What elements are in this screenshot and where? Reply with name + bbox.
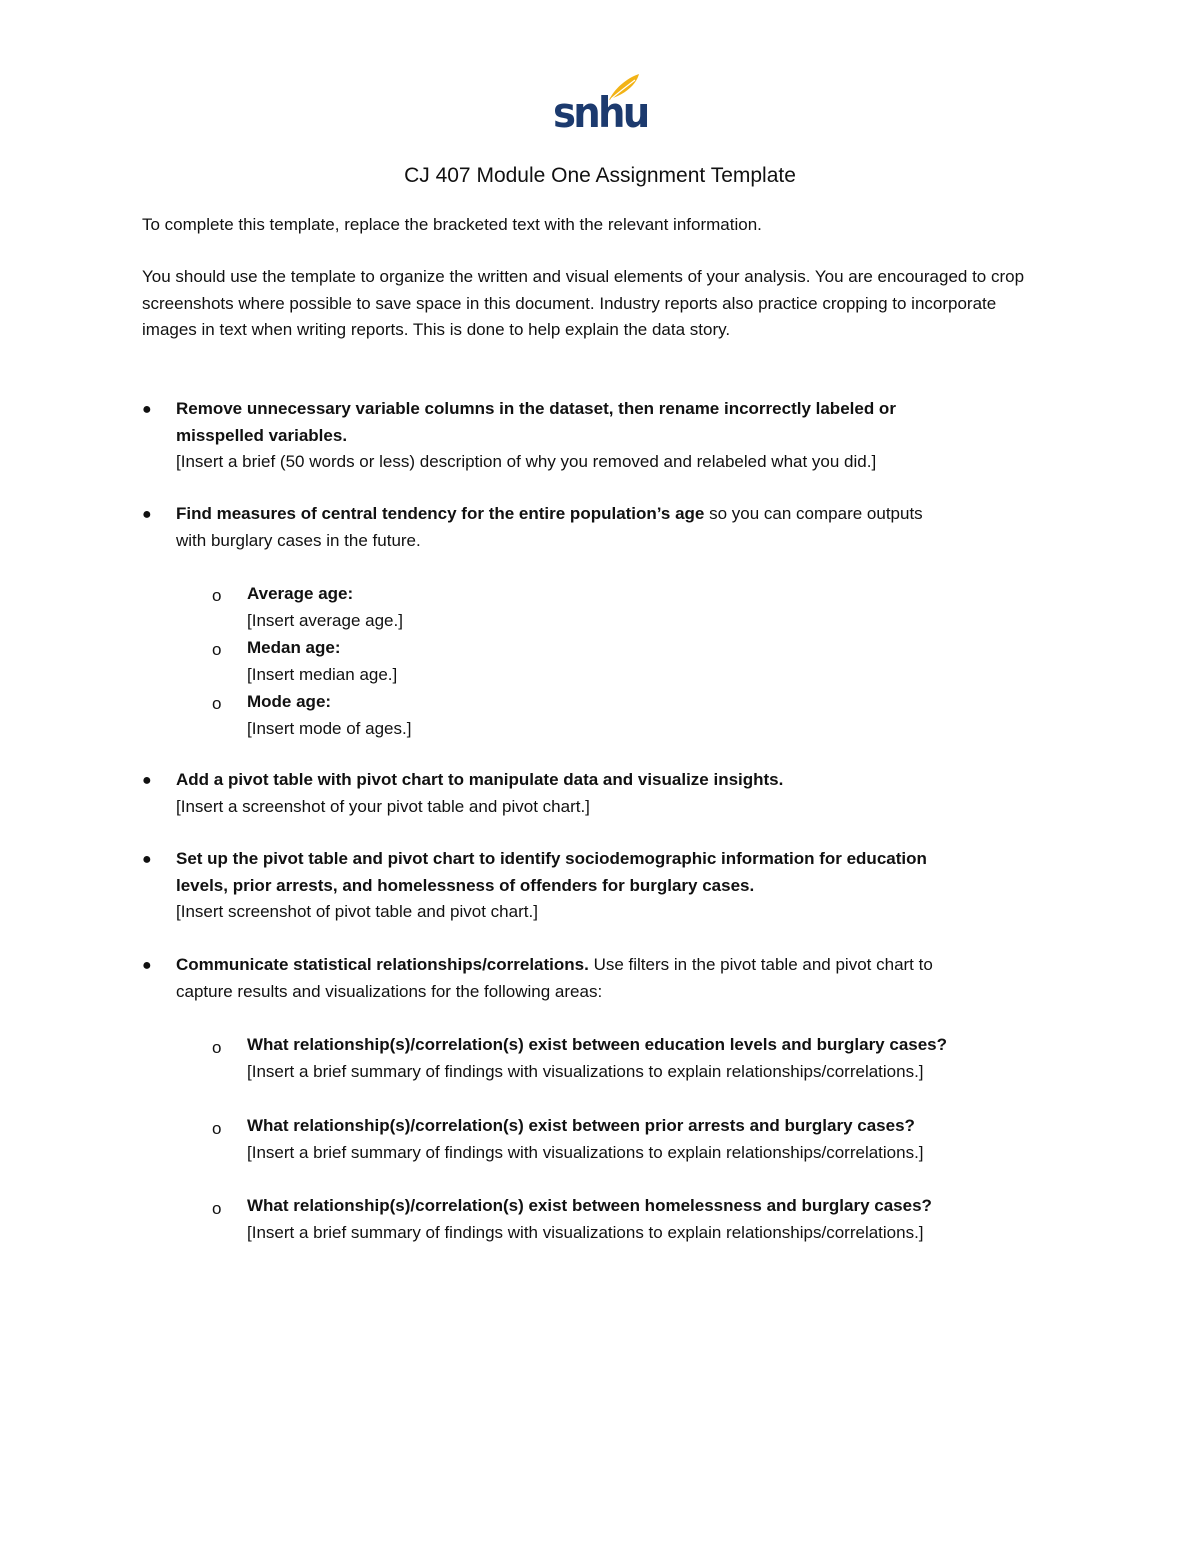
item-label: Medan age: [247,638,341,657]
section-heading-line2: with burglary cases in the future. [176,530,421,550]
item-placeholder: [Insert a brief summary of findings with visualizations to explain relationships/correlations.] [247,1062,924,1081]
snhu-logo [553,72,648,138]
bullet-icon: ● [142,957,152,974]
intro-paragraph-2: You should use the template to organize the written and visual elements of your analysis. You are encouraged to crop screenshots where possible to save space in this document. Industry reports also practice cropping to incorporate images in text when writing reports. This is done to help explain the data story. [142,267,1025,339]
item-label: Average age: [247,584,354,603]
section-heading: misspelled variables. [176,425,348,445]
section-heading: levels, prior arrests, and homelessness of offenders for burglary cases. [176,875,755,895]
logo-wordmark: snhu [553,88,648,137]
item-placeholder: [Insert median age.] [247,665,398,684]
bullet-icon: ● [142,772,152,789]
section-central-tendency [176,501,1056,554]
item-placeholder: [Insert mode of ages.] [247,719,412,738]
section-heading-rest: so you can compare outputs [704,504,923,523]
sub-bullet-icon: o [212,640,222,659]
section-correlations [176,952,1056,1005]
item-placeholder: [Insert a brief summary of findings with visualizations to explain relationships/correlations.] [247,1223,924,1242]
prior-arrests-correlation-item [247,1112,1067,1166]
bullet-icon: ● [142,851,152,868]
education-correlation-item [247,1031,1067,1085]
section-sociodemographic [176,846,1056,926]
section-remove-variables [176,396,1056,476]
section-placeholder: [Insert a brief (50 words or less) description of why you removed and relabeled what you did.] [176,452,877,471]
section-placeholder: [Insert a screenshot of your pivot table and pivot chart.] [176,796,590,816]
section-heading: Remove unnecessary variable columns in the dataset, then rename incorrectly labeled or [176,399,896,418]
sub-bullet-icon: o [212,1199,222,1218]
item-label: Mode age: [247,692,332,711]
section-heading: Find measures of central tendency for the entire population’s age [176,504,705,523]
bullet-icon: ● [142,506,152,523]
median-age-item [247,634,1067,688]
section-heading-line2: capture results and visualizations for the following areas: [176,981,603,1001]
mode-age-item [247,688,1067,742]
item-label: What relationship(s)/correlation(s) exist between homelessness and burglary cases? [247,1196,932,1215]
page-title: CJ 407 Module One Assignment Template [404,164,796,187]
sub-bullet-icon: o [212,1038,222,1057]
section-heading: Add a pivot table with pivot chart to manipulate data and visualize insights. [176,770,784,789]
section-placeholder: [Insert screenshot of pivot table and pivot chart.] [176,902,538,921]
section-heading: Set up the pivot table and pivot chart to identify sociodemographic information for education [176,849,927,868]
bullet-icon: ● [142,401,152,418]
intro-paragraph-1: To complete this template, replace the bracketed text with the relevant information. [142,215,762,234]
section-heading: Communicate statistical relationships/correlations. [176,955,589,974]
sub-bullet-icon: o [212,1119,222,1138]
homelessness-correlation-item [247,1192,1067,1246]
sub-bullet-icon: o [212,694,222,713]
sub-bullet-icon: o [212,586,222,605]
item-label: What relationship(s)/correlation(s) exist between education levels and burglary cases? [247,1035,948,1054]
item-placeholder: [Insert a brief summary of findings with visualizations to explain relationships/correlations.] [247,1143,924,1162]
item-label: What relationship(s)/correlation(s) exist between prior arrests and burglary cases? [247,1116,915,1135]
section-pivot-table [176,767,1056,820]
item-placeholder: [Insert average age.] [247,611,403,630]
average-age-item [247,580,1067,634]
section-heading-rest: Use filters in the pivot table and pivot chart to [588,955,933,974]
